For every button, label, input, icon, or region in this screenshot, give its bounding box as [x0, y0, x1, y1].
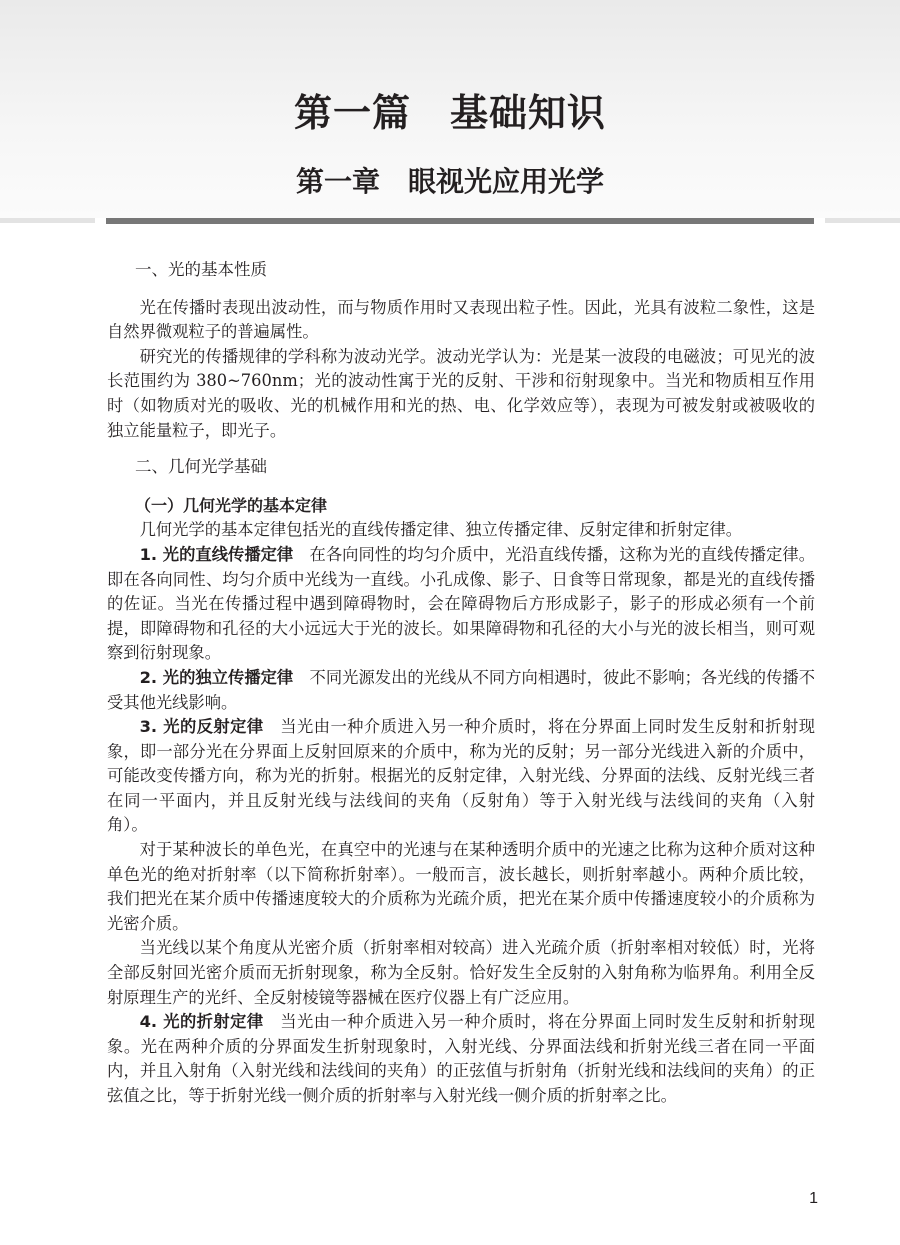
page-header — [0, 0, 900, 218]
paragraph: 几何光学的基本定律包括光的直线传播定律、独立传播定律、反射定律和折射定律。 — [139, 520, 743, 540]
law-paragraph — [107, 543, 815, 666]
law-text: 当光由一种介质进入另一种介质时，将在分界面上同时发生反射和折射现象，即一部分光在分界面上反射回原来的介质中，称为光的反射；另一部分光线进入新的介质中，可能改变传播方向，称为光的折射。根据光的反射定律，入射光线、分界面的法线、反射光线三者在同一平面内，并且反射光线与法线间的夹角（反射角）等于入射光线与法线间的夹角（入射角）。 — [107, 717, 815, 835]
paragraph: 当光线以某个角度从光密介质（折射率相对较高）进入光疏介质（折射率相对较低）时，光将全部反射回光密介质而无折射现象，称为全反射。恰好发生全反射的入射角称为临界角。利用全反射原理生产的光纤、全反射棱镜等器械在医疗仪器上有广泛应用。 — [107, 938, 815, 1007]
paragraph: 对于某种波长的单色光，在真空中的光速与在某种透明介质中的光速之比称为这种介质对这种单色光的绝对折射率（以下简称折射率）。一般而言，波长越长，则折射率越小。两种介质比较，我们把光在某介质中传播速度较大的介质称为光疏介质，把光在某介质中传播速度较小的介质称为光密介质。 — [107, 840, 815, 933]
law-paragraph — [107, 1010, 815, 1108]
subsection-heading: （一）几何光学的基本定律 — [135, 495, 328, 515]
header-rule-left — [0, 218, 95, 223]
law-paragraph — [107, 715, 815, 838]
part-title: 第一篇 基础知识 — [293, 90, 606, 135]
law-text: 不同光源发出的光线从不同方向相遇时，彼此不影响；各光线的传播不受其他光线影响。 — [107, 667, 815, 712]
chapter-title: 第一章 眼视光应用光学 — [295, 165, 604, 198]
header-rule — [106, 218, 814, 224]
paragraph: 光在传播时表现出波动性，而与物质作用时又表现出粒子性。因此，光具有波粒二象性，这是自然界微观粒子的普遍属性。 — [107, 297, 815, 342]
paragraph: 研究光的传播规律的学科称为波动光学。波动光学认为：光是某一波段的电磁波；可见光的波长范围约为 380~760nm；光的波动性寓于光的反射、干涉和衍射现象中。当光和物质相互作用时（如物质对光的吸收、光的机械作用和光的热、电、化学效应等），表现为可被发射或被吸收的独立能量粒子，即光子。 — [107, 346, 815, 440]
page-body — [107, 258, 815, 1109]
law-label: 1. 光的直线传播定律 — [139, 544, 294, 564]
law-text: 在各向同性的均匀介质中，光沿直线传播，这称为光的直线传播定律。即在各向同性、均匀介质中光线为一直线。小孔成像、影子、日食等日常现象，都是光的直线传播的佐证。当光在传播过程中遇到障碍物时，会在障碍物后方形成影子，影子的形成必须有一个前提，即障碍物和孔径的大小远远大于光的波长。如果障碍物和孔径的大小与光的波长相当，则可观察到衍射现象。 — [107, 544, 815, 663]
header-rule-right — [825, 218, 900, 223]
law-label: 2. 光的独立传播定律 — [139, 667, 294, 687]
law-label: 3. 光的反射定律 — [139, 717, 264, 737]
section-heading: 一、光的基本性质 — [135, 260, 267, 279]
page-number: 1 — [809, 1190, 818, 1207]
law-text: 当光由一种介质进入另一种介质时，将在分界面上同时发生反射和折射现象。光在两种介质的分界面发生折射现象时，入射光线、分界面法线和折射光线三者在同一平面内，并且入射角（入射光线和法线间的夹角）的正弦值与折射角（折射光线和法线间的夹角）的正弦值之比，等于折射光线一侧介质的折射率与入射光线一侧介质的折射率之比。 — [107, 1012, 815, 1105]
law-label: 4. 光的折射定律 — [139, 1012, 264, 1032]
section-heading: 二、几何光学基础 — [135, 457, 267, 477]
law-paragraph — [107, 666, 815, 715]
